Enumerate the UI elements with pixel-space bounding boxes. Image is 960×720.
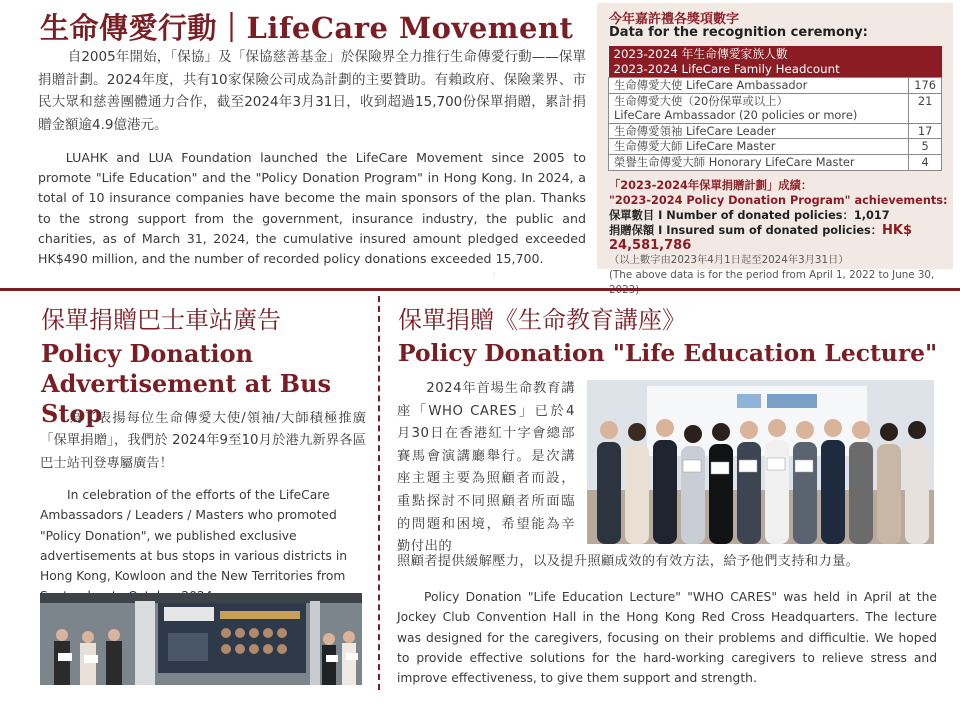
lecture-section-title-zh: 保單捐贈《生命教育講座》: [398, 306, 686, 334]
recognition-data-panel: [597, 3, 953, 281]
row-value: 21: [909, 93, 942, 123]
table-row: [609, 154, 942, 170]
row-label: 生命傳愛領袖 LifeCare Leader: [609, 123, 909, 139]
bus-body-en: In celebration of the efforts of the LifeCare Ambassadors / Leaders / Masters who promoted "Policy Donation", we published exclusive advertisements at bus stops in various districts in Hong Kong, Kowloon and the New Territories from: [40, 488, 348, 584]
donated-policies-line: [609, 208, 949, 223]
bus-body-zh: 為了表揚每位生命傳愛大使/領袖/大師積極推廣「保單捐贈」，我們於 2024年9至10月於港九新界各區巴士站刊登專屬廣告！: [40, 411, 366, 471]
table-header-en: 2023-2024 LifeCare Family Headcount: [613, 61, 840, 76]
row-value: 5: [909, 139, 942, 155]
table-row: [609, 78, 942, 94]
achievements-title-zh: 「2023-2024年保單捐贈計劃」成績：: [609, 179, 813, 192]
lecture-section-title-en: Policy Donation "Life Education Lecture": [398, 339, 938, 367]
insured-sum-label: 捐贈保額 I Insured sum of donated policies：: [609, 224, 883, 237]
period-note-zh: （以上數字由2023年4月1日起至2024年3月31日）: [609, 254, 849, 266]
row-value: 176: [909, 78, 942, 94]
achievements-block: [609, 178, 949, 298]
bus-stop-photo-illustration: [40, 593, 362, 685]
column-divider: [378, 296, 380, 690]
achievements-title-en: "2023-2024 Policy Donation Program" achievements:: [609, 194, 948, 207]
donated-policies-value: 1,017: [853, 209, 890, 222]
row-label: [609, 93, 909, 123]
row-value: 17: [909, 123, 942, 139]
intro-chinese: 自2005年開始，「保協」及「保協慈善基金」於保險界全力推行生命傳愛行動——保單捐贈計劃。2024年度，共有10家保險公司成為計劃的主要贊助。有賴政府、保險業界、市民大眾和慈善團體通力合作，截至2024年3月31日，收到超過15,700份保單捐贈，累計捐贈金額逾4.9億港元。: [38, 49, 586, 133]
table-row: [609, 139, 942, 155]
lecture-group-photo: [587, 380, 934, 544]
row-label: 榮譽生命傳愛大師 Honorary LifeCare Master: [609, 154, 909, 170]
insured-sum-line: [609, 223, 949, 253]
row-label: 生命傳愛大使 LifeCare Ambassador: [609, 78, 909, 94]
intro-english: LUAHK and LUA Foundation launched the LifeCare Movement since 2005 to promote "Life Education" and the "Policy Donation Program" in Hong Kong. In 2024, a total of 10 insurance companies have become the main sponsors of the plan. Thanks to the strong support from the government, insurance industry, the public and charities, as of March 31, 2024, the cumulative insured amount pledged exceeded HK$490 million, and the number of recorded policy donations exceeded 15,700.: [38, 150, 586, 267]
lecture-body-zh: 2024年首場生命教育講座「WHO CARES」已於4月30日在香港紅十字會總部賽馬會演講廳舉行。是次講座主題主要為照顧者而設，重點探討不同照顧者所面臨的問題和困境，希望能為辛勤付出的: [397, 381, 575, 555]
panel-heading-zh: 今年嘉許禮各獎項數字: [609, 12, 740, 27]
table-row: [609, 93, 942, 123]
bus-stop-photo: [40, 593, 362, 685]
table-header: [609, 46, 942, 78]
table-header-row: [609, 46, 942, 78]
page-title: 生命傳愛行動｜LifeCare Movement: [40, 11, 574, 45]
divider-dot: ·: [493, 270, 496, 279]
row-label-line2: LifeCare Ambassador (20 policies or more): [614, 108, 858, 123]
bus-section-title-zh: 保單捐贈巴士車站廣告: [41, 306, 281, 334]
bus-title-en-line2: Advertisement at Bus Stop: [41, 369, 332, 428]
row-label-line1: 生命傳愛大使（20份保單或以上）: [614, 93, 788, 108]
section-divider: [0, 288, 960, 291]
table-row: [609, 123, 942, 139]
panel-heading-en: Data for the recognition ceremony:: [609, 25, 868, 40]
row-value: 4: [909, 154, 942, 170]
lecture-photo-illustration: [587, 380, 934, 544]
period-note-en: (The above data is for the period from April 1, 2022 to June 30,: [609, 269, 935, 281]
insured-sum-value: HK$ 24,581,786: [609, 223, 913, 253]
headcount-table: [608, 46, 942, 171]
donated-policies-label: 保單數目 I Number of donated policies：: [609, 209, 854, 222]
lecture-body-en: Policy Donation "Life Education Lecture" "WHO CARES" was held in April at the Jockey Club Convention Hall in the Hong Kong Red Cross Headquarters. The lecture was designed for the caregivers, focusing on their problems and difficultie. We hoped to provide effective solutions for the hard-working caregivers to relieve stress and improve effectiveness, to give them support and strength.: [397, 590, 937, 686]
table-header-zh: 2023-2024 年生命傳愛家族人數: [613, 47, 788, 61]
bus-title-en-line1: Policy Donation: [41, 339, 254, 368]
row-label: 生命傳愛大師 LifeCare Master: [609, 139, 909, 155]
lecture-body-zh-continued: 照顧者提供緩解壓力，以及提升照顧成效的有效方法，給予他們支持和力量。: [397, 554, 860, 569]
